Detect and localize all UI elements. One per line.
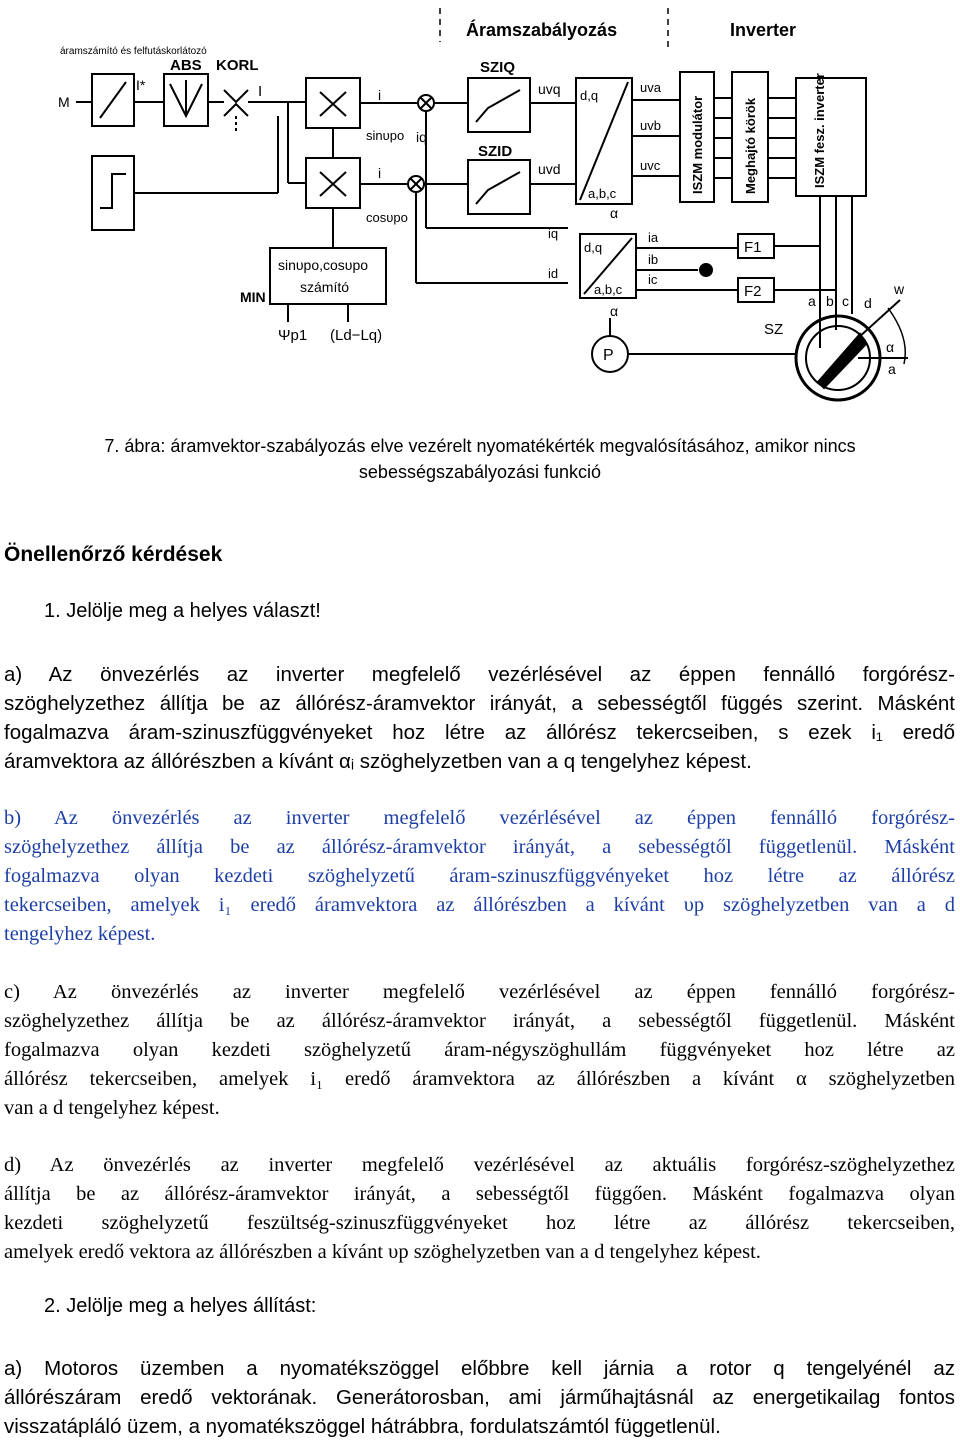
svg-text:α: α [610,303,619,319]
summing-node [700,264,712,276]
svg-text:i: i [378,87,382,103]
answer-line: állítja be az állórész-áramvektor irányát, a sebességtől függően. Másként fogalmazva olyan [4,1183,955,1205]
svg-text:Ψp1: Ψp1 [278,327,308,344]
svg-text:ic: ic [648,272,658,287]
svg-text:cosυpo: cosυpo [366,210,408,225]
svg-text:iq: iq [548,226,559,241]
answer-line: c) Az önvezérlés az inverter megfelelő vezérlésével az éppen fennálló forgórész- [4,981,955,1003]
svg-text:SZIQ: SZIQ [480,59,516,76]
question-1-title: 1. Jelölje meg a helyes választ! [44,600,321,622]
answer-line: áramvektora az állórészben a kívánt αᵢ szöghelyzetben van a q tengelyhez képest. [4,750,752,773]
svg-text:ISZM fesz. inverter: ISZM fesz. inverter [812,73,827,188]
svg-text:F1: F1 [744,239,762,256]
svg-text:a,b,c: a,b,c [588,186,617,201]
answer-line: d) Az önvezérlés az inverter megfelelő vezérlésével az aktuális forgórész-szöghelyzethez [4,1154,955,1176]
answer-1d [4,1151,955,1267]
svg-text:uvd: uvd [538,161,561,177]
svg-text:uva: uva [640,80,661,95]
answer-line: szöghelyzethez állítja be az állórész-áramvektor irányát, a sebességtől függetlenül. Másként [4,1010,955,1032]
label-korl: KORL [216,57,259,74]
block-diagram-figure [48,8,928,408]
svg-text:uvq: uvq [538,81,561,97]
figure-caption [60,433,900,485]
sziq-controller [468,78,530,132]
label-m: M [58,94,70,110]
svg-text:(Ld−Lq): (Ld−Lq) [330,327,383,344]
svg-text:számító: számító [300,279,350,295]
answer-line: a) Motoros üzemben a nyomatékszöggel előbbre kell járnia a rotor q tengelyénél az [4,1357,955,1380]
answer-2a [4,1354,955,1441]
svg-text:P: P [603,347,614,364]
answer-line: szöghelyzethez állítja be az állórész-áramvektor irányát, a sebességtől függetlenül. Másként [4,836,955,858]
question-2-title: 2. Jelölje meg a helyes állítást: [44,1295,317,1317]
answer-line: a) Az önvezérlés az inverter megfelelő vezérlésével az éppen fennálló forgórész- [4,663,955,686]
svg-text:d: d [864,295,872,311]
svg-text:MIN: MIN [240,289,266,305]
answer-line: b) Az önvezérlés az inverter megfelelő vezérlésével az éppen fennálló forgórész- [4,807,955,829]
answer-line: fogalmazva olyan kezdeti szöghelyzetű áram-szinuszfüggvényeket hoz létre az állórész [4,865,955,887]
answer-line: van a d tengelyhez képest. [4,1097,220,1119]
svg-text:sinυpo: sinυpo [366,128,405,143]
svg-text:b: b [826,293,834,309]
svg-text:uvc: uvc [640,158,661,173]
answer-line: kezdeti szöghelyzetű feszültség-szinuszfüggvényeket hoz létre az állórész tekercseiben, [4,1212,955,1234]
svg-text:a: a [808,293,816,309]
answer-line: fogalmazva olyan kezdeti szöghelyzetű áram-négyszöghullám függvényeket hoz létre az [4,1039,955,1061]
svg-text:id: id [548,266,559,281]
pwm-voltage-inverter [796,78,866,196]
answer-line: szöghelyzethez állítja be az állórész-áramvektor irányát, a sebességtől függés szerint. Másként [4,692,955,715]
svg-text:SZ: SZ [764,321,784,338]
answer-line: visszatápláló üzem, a nyomatékszöggel hátrábbra, fordulatszámtól függetlenül. [4,1415,721,1438]
svg-text:c: c [842,293,849,309]
label-abs: ABS [170,57,202,74]
svg-text:Meghajtó körök: Meghajtó körök [743,97,758,194]
korl-limiter [224,90,248,102]
svg-text:α: α [886,339,895,355]
svg-text:F2: F2 [744,283,762,300]
svg-text:d,q: d,q [584,240,603,255]
svg-text:ia: ia [648,230,659,245]
svg-text:d,q: d,q [580,88,599,103]
answer-1a [4,660,955,776]
svg-text:I: I [258,83,263,100]
svg-text:a,b,c: a,b,c [594,282,623,297]
svg-text:I*: I* [136,77,146,93]
caption-line-2: sebességszabályozási funkció [358,462,602,482]
answer-line: tengelyhez képest. [4,923,156,945]
label-inverter: Inverter [730,20,797,40]
svg-text:a: a [888,361,896,377]
section-title: Önellenőrző kérdések [4,543,223,566]
answer-1c [4,978,955,1123]
answer-1b [4,804,955,949]
svg-text:sinυpo,cosυpo: sinυpo,cosυpo [278,257,369,273]
svg-text:ib: ib [648,252,659,267]
svg-text:w: w [894,281,905,297]
svg-text:iq: iq [416,129,427,145]
svg-text:uvb: uvb [640,118,661,133]
label-current-regulation: Áramszabályozás [466,20,618,40]
svg-text:SZID: SZID [478,143,513,160]
answer-line: tekercseiben, amelyek i₁ eredő áramvektora az állórészben a kívánt υp szöghelyzetben van a d [4,894,955,916]
svg-text:i: i [378,165,382,181]
answer-line: fogalmazva áram-szinuszfüggvényeket hoz létre az állórész tekercseiben, s ezek i₁ eredő [4,721,955,744]
svg-text:α: α [610,205,619,221]
answer-line: állórészáram eredő vektorának. Generátorosban, ami járműhajtásnál az energetikailag fontos [4,1386,955,1409]
szid-controller [468,160,530,214]
answer-line: amelyek eredő vektora az állórészben a kívánt υp szöghelyzetben van a d tengelyhez képest. [4,1241,761,1263]
caption-line-1: 7. ábra: áramvektor-szabályozás elve vezérelt nyomatékérték megvalósításához, amikor nincs [104,436,856,456]
svg-text:ISZM modulátor: ISZM modulátor [690,95,705,194]
answer-line: állórész tekercseiben, amelyek i₁ eredő áramvektora az állórészben a kívánt α szöghelyzetben [4,1068,955,1090]
top-left-note: áramszámító és felfutáskorlátozó [60,46,207,57]
